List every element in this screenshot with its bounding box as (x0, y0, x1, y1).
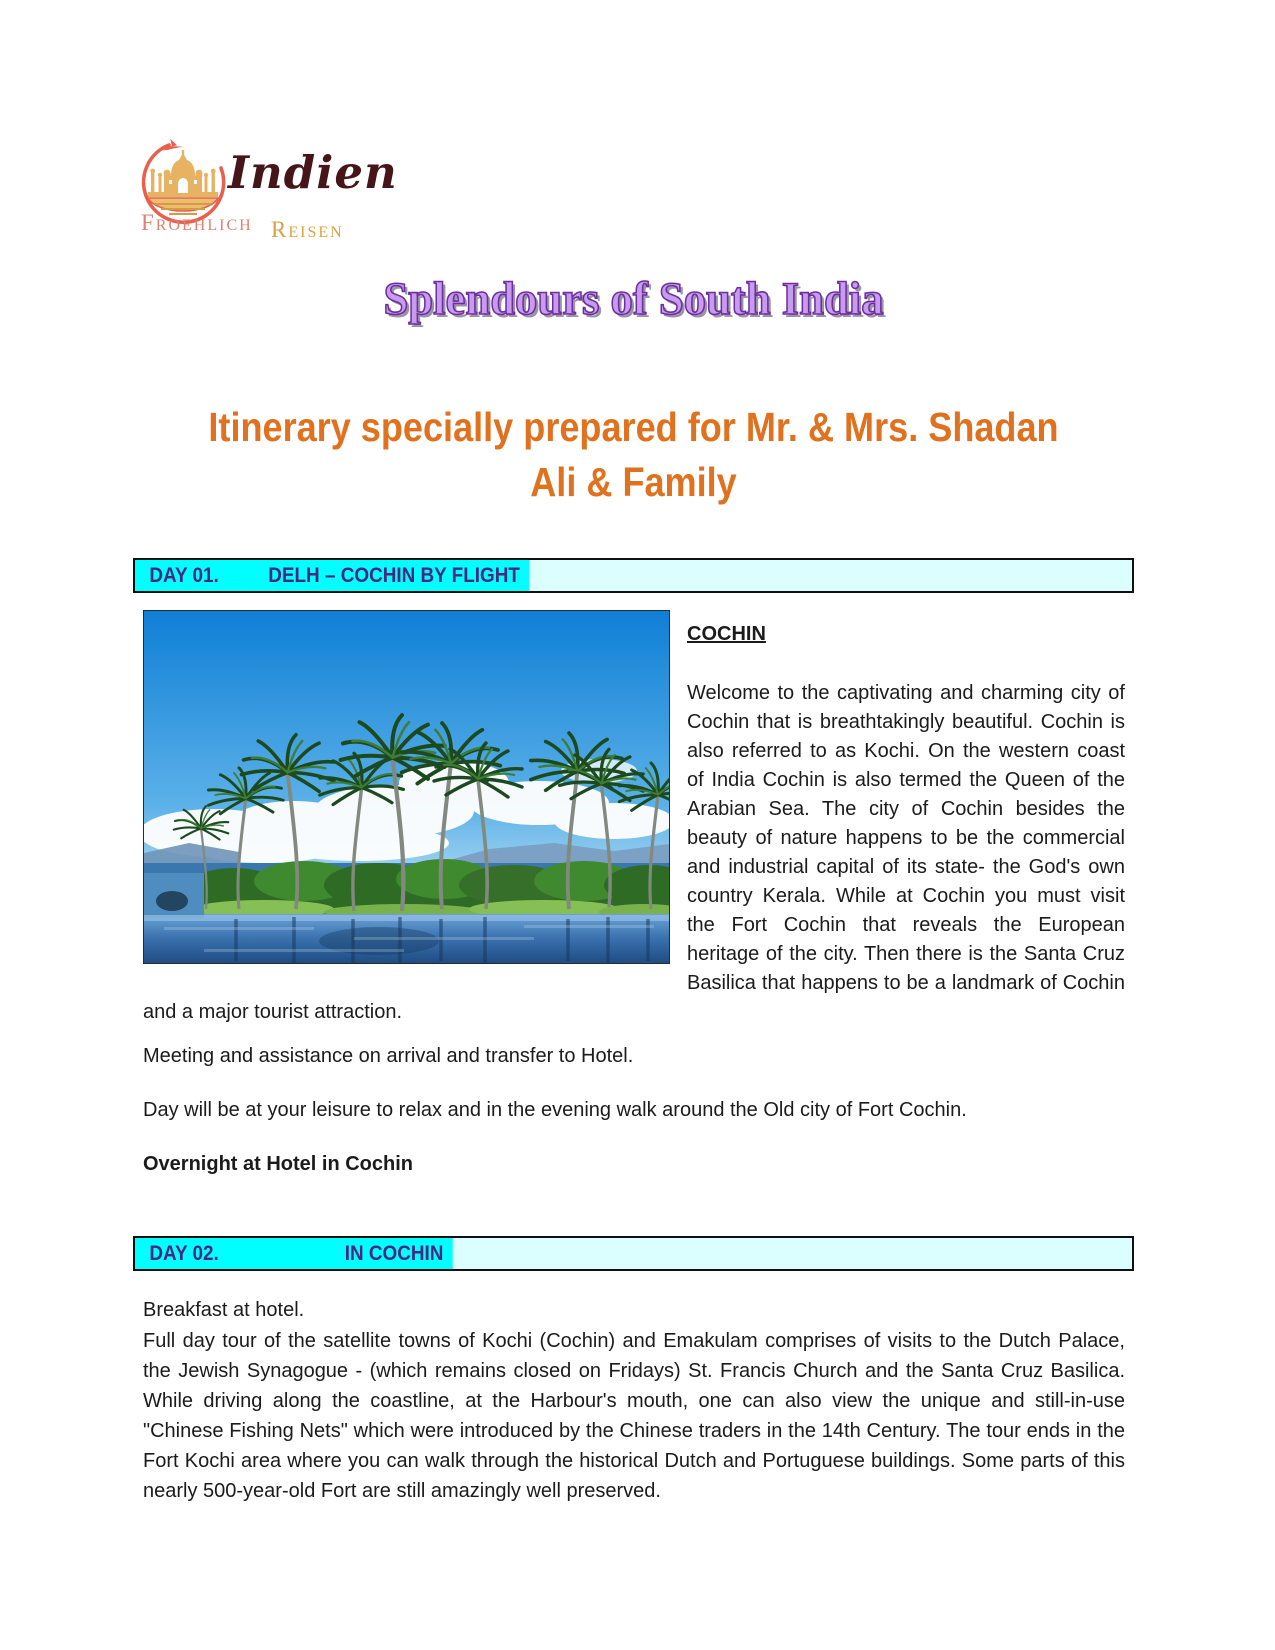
airplane-icon (163, 138, 184, 155)
brand-tagline-reisen: Reisen (271, 217, 344, 242)
day1-route: DELH – COCHIN BY FLIGHT (268, 564, 520, 587)
day2-breakfast-line: Breakfast at hotel. (143, 1299, 305, 1321)
day2-label: DAY 02. (149, 1242, 219, 1265)
day1-leisure-paragraph: Day will be at your leisure to relax and in the evening walk around the Old city of Fort Cochin. (143, 1099, 967, 1121)
day1-overnight-note: Overnight at Hotel in Cochin (143, 1153, 414, 1175)
day1-meeting-paragraph: Meeting and assistance on arrival and transfer to Hotel. (143, 1045, 634, 1067)
company-logo (135, 136, 398, 248)
wordart-title: Splendours of South India (383, 273, 884, 325)
day1-intro-paragraph: Welcome to the captivating and charming city of Cochin that is breathtakingly beautiful. Cochin is also referred to as Kochi. On the western coast of India Cochin is also termed the Queen of the Arabian Sea. The city of Cochin besides the beauty of nature happens to be the commercial and industrial capital of its state- the God's own country Kerala. While at Cochin you must visit the Fort Cochin that reveals the European heritage of the city. Then there is the Santa Cruz Basilica that happens to be a landmark of Cochin and a major tourist attraction. (143, 682, 1125, 1023)
day1-section (143, 608, 1125, 1027)
palm-trees-kerala-backwaters-photo (143, 610, 670, 964)
day1-header-bar (133, 558, 1134, 593)
brand-tagline-froehlich: Froehlich (141, 210, 253, 235)
day1-header-highlight (135, 560, 529, 591)
city-heading: COCHIN (687, 623, 766, 645)
day2-header-highlight (135, 1238, 452, 1269)
day2-header-bar (133, 1236, 1134, 1271)
day2-tour-paragraph: Full day tour of the satellite towns of Kochi (Cochin) and Emakulam comprises of visits to the Dutch Palace, the Jewish Synagogue - (which remains closed on Fridays) St. Francis Church and the Santa Cruz Basilica. While driving along the coastline, at the Harbour's mouth, one can also view the unique and still-in-use "Chinese Fishing Nets" which were introduced by the Chinese traders in the 14th Century. The tour ends in the Fort Kochi area where you can walk through the historical Dutch and Portuguese buildings. Some parts of this nearly 500-year-old Fort are still amazingly well preserved. (143, 1330, 1125, 1502)
itinerary-heading: Itinerary specially prepared for Mr. & Mrs. Shadan Ali & Family (208, 404, 1059, 505)
day1-label: DAY 01. (149, 564, 219, 587)
day2-route: IN COCHIN (344, 1242, 444, 1265)
brand-name: Indien (228, 146, 398, 199)
